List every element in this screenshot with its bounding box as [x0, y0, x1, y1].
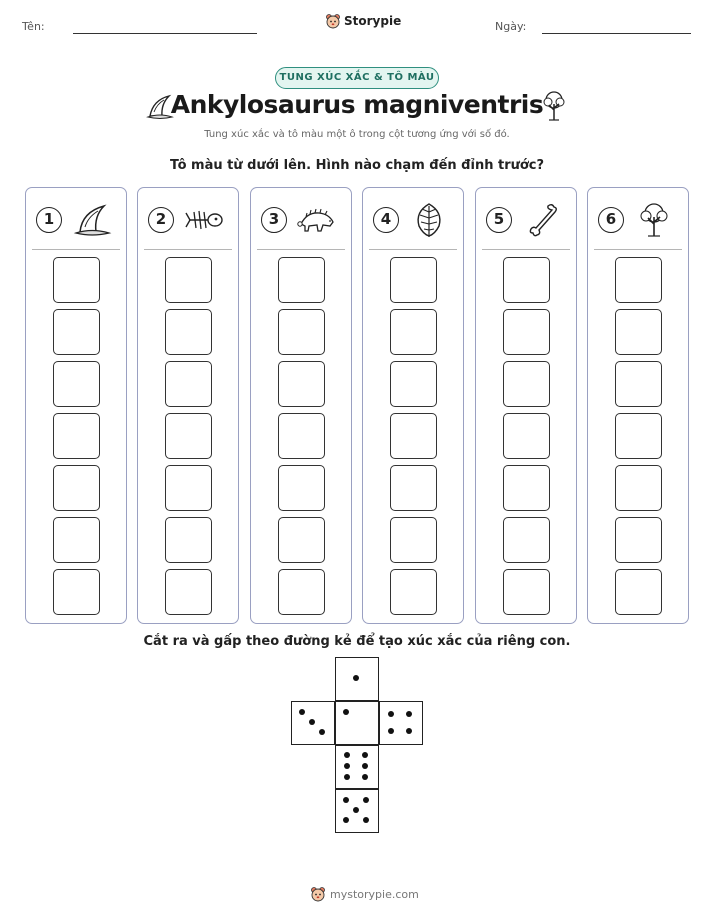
die-face-3 [291, 701, 335, 745]
die-pip [362, 774, 368, 780]
color-cell[interactable] [278, 257, 325, 303]
color-cell[interactable] [278, 413, 325, 459]
name-line [73, 33, 257, 34]
column-divider [482, 249, 570, 250]
die-pip [343, 797, 349, 803]
color-cell[interactable] [503, 257, 550, 303]
color-cell[interactable] [53, 413, 100, 459]
column-number: 6 [598, 207, 624, 233]
color-cell[interactable] [390, 465, 437, 511]
column-number: 2 [148, 207, 174, 233]
color-cell[interactable] [165, 413, 212, 459]
color-cell[interactable] [503, 569, 550, 615]
die-pip [344, 752, 350, 758]
page-subtitle: Tung xúc xắc và tô màu một ô trong cột tương ứng với số đó. [204, 129, 510, 140]
color-cell[interactable] [615, 569, 662, 615]
color-cell[interactable] [165, 361, 212, 407]
color-cell[interactable] [165, 257, 212, 303]
ankylosaurus-icon [297, 202, 337, 238]
column-3 [250, 187, 352, 624]
color-cell[interactable] [615, 517, 662, 563]
column-2 [137, 187, 239, 624]
column-1 [25, 187, 127, 624]
fish-bone-icon [184, 202, 224, 238]
color-cell[interactable] [165, 517, 212, 563]
color-cell[interactable] [53, 569, 100, 615]
color-cell[interactable] [503, 413, 550, 459]
color-cell[interactable] [390, 413, 437, 459]
storypie-mascot-icon [325, 13, 341, 29]
die-face-5 [335, 789, 379, 833]
tree-icon [540, 90, 568, 122]
column-number: 5 [486, 207, 512, 233]
footer-url: mystorypie.com [330, 887, 419, 901]
column-divider [32, 249, 120, 250]
tree-icon [634, 202, 674, 238]
column-6 [587, 187, 689, 624]
die-pip [343, 709, 349, 715]
color-cell[interactable] [53, 465, 100, 511]
die-pip [309, 719, 315, 725]
die-pip [353, 675, 359, 681]
die-face-1 [335, 701, 379, 745]
color-cell[interactable] [278, 309, 325, 355]
die-pip [362, 763, 368, 769]
color-cell[interactable] [53, 361, 100, 407]
date-label: Ngày: [495, 20, 527, 33]
color-cell[interactable] [165, 465, 212, 511]
color-cell[interactable] [278, 361, 325, 407]
die-pip [388, 711, 394, 717]
footer [310, 886, 419, 902]
color-cell[interactable] [615, 309, 662, 355]
color-cell[interactable] [615, 361, 662, 407]
die-pip [388, 728, 394, 734]
brand-name: Storypie [344, 14, 402, 28]
color-cell[interactable] [53, 309, 100, 355]
column-divider [257, 249, 345, 250]
column-4 [362, 187, 464, 624]
die-pip [299, 709, 305, 715]
die-face-4 [379, 701, 423, 745]
storypie-mascot-icon [310, 886, 326, 902]
date-line [542, 33, 691, 34]
column-number: 4 [373, 207, 399, 233]
color-cell[interactable] [615, 465, 662, 511]
die-pip [406, 711, 412, 717]
die-pip [353, 807, 359, 813]
column-divider [144, 249, 232, 250]
brand-logo [325, 13, 401, 29]
color-cell[interactable] [615, 413, 662, 459]
die-pip [319, 729, 325, 735]
color-cell[interactable] [390, 569, 437, 615]
color-cell[interactable] [278, 517, 325, 563]
color-cell[interactable] [390, 309, 437, 355]
color-cell[interactable] [615, 257, 662, 303]
color-cell[interactable] [165, 569, 212, 615]
claw-icon [72, 202, 112, 238]
color-cell[interactable] [503, 309, 550, 355]
color-cell[interactable] [390, 361, 437, 407]
column-divider [594, 249, 682, 250]
color-cell[interactable] [53, 517, 100, 563]
color-cell[interactable] [390, 517, 437, 563]
activity-badge: TUNG XÚC XẮC & TÔ MÀU [275, 67, 439, 89]
die-pip [343, 817, 349, 823]
coloring-instruction: Tô màu từ dưới lên. Hình nào chạm đến đỉnh trước? [169, 158, 545, 173]
color-cell[interactable] [165, 309, 212, 355]
die-face-6 [335, 745, 379, 789]
die-pip [362, 752, 368, 758]
color-cell[interactable] [503, 517, 550, 563]
color-cell[interactable] [390, 257, 437, 303]
die-pip [344, 763, 350, 769]
cut-instruction: Cắt ra và gấp theo đường kẻ để tạo xúc xắc của riêng con. [143, 634, 571, 649]
die-pip [363, 797, 369, 803]
color-cell[interactable] [503, 465, 550, 511]
die-pip [363, 817, 369, 823]
die-pip [344, 774, 350, 780]
column-number: 3 [261, 207, 287, 233]
color-cell[interactable] [278, 569, 325, 615]
column-5 [475, 187, 577, 624]
die-pip [406, 728, 412, 734]
color-cell[interactable] [503, 361, 550, 407]
bone-icon [522, 202, 562, 238]
leaf-icon [409, 202, 449, 238]
name-label: Tên: [22, 20, 45, 33]
die-face-1 [335, 657, 379, 701]
color-cell[interactable] [53, 257, 100, 303]
column-divider [369, 249, 457, 250]
column-number: 1 [36, 207, 62, 233]
page-title: Ankylosaurus magniventris [170, 90, 544, 119]
color-cell[interactable] [278, 465, 325, 511]
